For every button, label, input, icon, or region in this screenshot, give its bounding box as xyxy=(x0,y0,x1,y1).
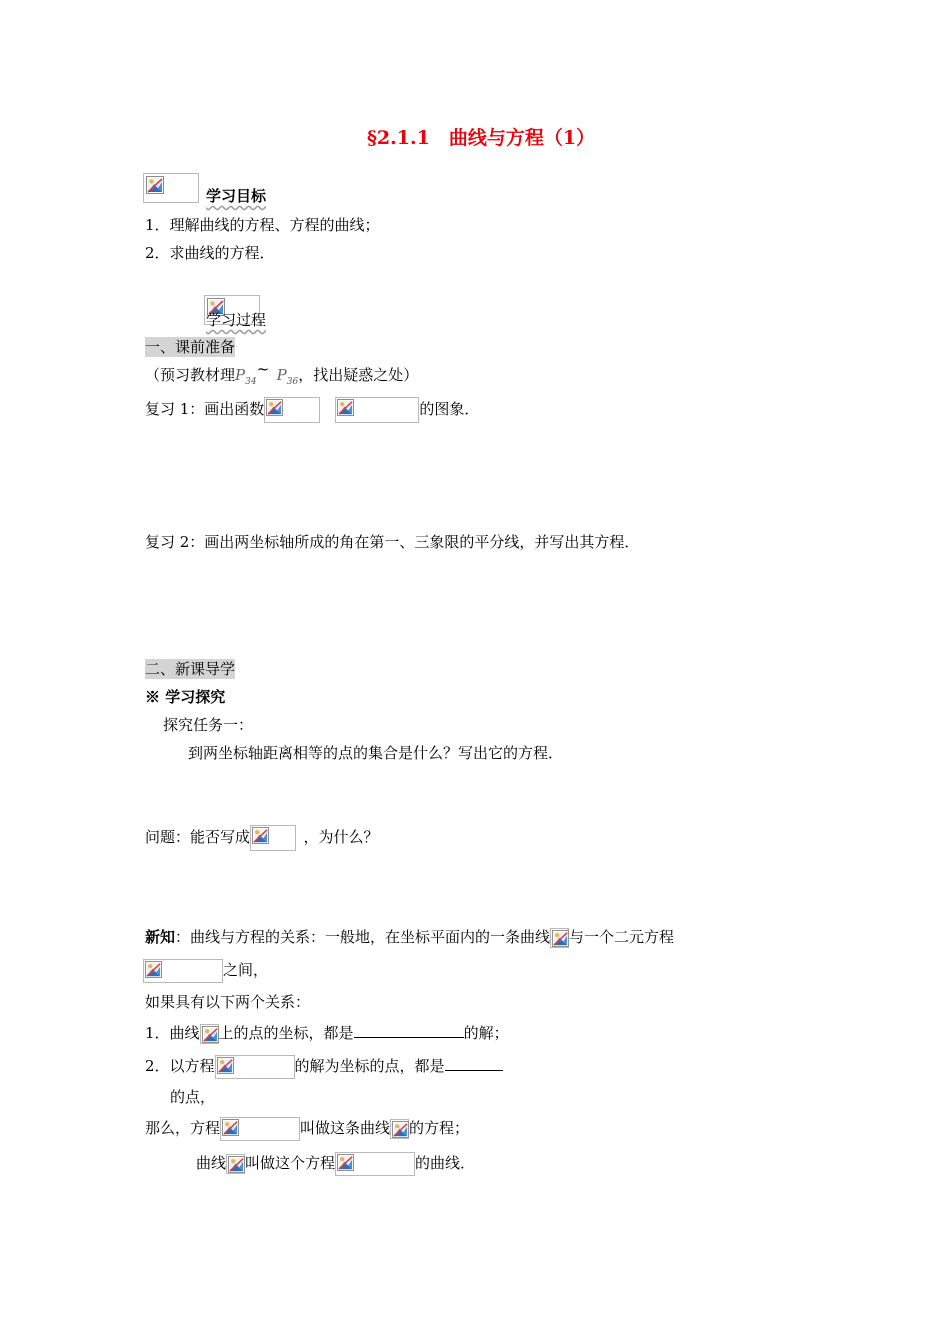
formula-image xyxy=(143,959,223,983)
condition-1: 1．曲线 上的点的坐标，都是 的解； xyxy=(145,1024,509,1042)
fill-blank[interactable] xyxy=(445,1056,503,1071)
formula-image xyxy=(335,1152,415,1176)
condition-intro: 如果具有以下两个关系： xyxy=(145,993,311,1011)
formula-image xyxy=(215,1055,295,1079)
condition-2: 2．以方程 的解为坐标的点，都是 xyxy=(145,1055,503,1079)
formula-image xyxy=(220,1117,300,1141)
goal-item-2: 2．求曲线的方程． xyxy=(145,244,275,262)
formula-image xyxy=(250,825,296,851)
formula-image xyxy=(226,1154,245,1174)
formula-image xyxy=(264,397,320,423)
review-2: 复习 2：画出两坐标轴所成的角在第一、三象限的平分线，并写出其方程． xyxy=(145,533,640,551)
newknow-line-1: 新知：曲线与方程的关系：一般地，在坐标平面内的一条曲线 与一个二元方程 xyxy=(145,928,675,946)
subsection-heading-newlesson: 二、新课导学 xyxy=(145,660,236,678)
broken-image-icon xyxy=(266,399,283,416)
broken-image-icon xyxy=(145,961,162,978)
review-1: 复习 1：画出函数 的图象． xyxy=(145,397,479,423)
conclusion-2: 曲线 叫做这个方程 的曲线． xyxy=(196,1152,475,1176)
broken-image-icon xyxy=(222,1119,239,1136)
preview-note: （预习教材理$P_{34}\sim$ $P_{36}$，找出疑惑之处） xyxy=(145,360,419,387)
broken-image-icon xyxy=(337,399,354,416)
task-label: 探究任务一： xyxy=(163,716,254,734)
broken-image-icon xyxy=(146,176,164,194)
broken-image-icon xyxy=(217,1057,234,1074)
section-banner-image xyxy=(143,173,199,203)
fill-blank[interactable] xyxy=(354,1023,464,1038)
broken-image-icon xyxy=(228,1156,245,1173)
formula-image xyxy=(550,928,569,948)
subsection-heading-prep: 一、课前准备 xyxy=(145,338,236,356)
broken-image-icon xyxy=(392,1121,409,1138)
formula-image xyxy=(390,1119,409,1139)
formula-image xyxy=(335,397,419,423)
broken-image-icon xyxy=(552,930,569,947)
page-title: §2.1.1 曲线与方程（1） xyxy=(367,127,596,149)
goal-item-1: 1．理解曲线的方程、方程的曲线； xyxy=(145,216,380,234)
broken-image-icon xyxy=(202,1026,219,1043)
broken-image-icon xyxy=(337,1154,354,1171)
question-line: 问题：能否写成 ，为什么？ xyxy=(145,825,379,851)
section-heading-goals: 学习目标 xyxy=(206,187,267,205)
conclusion-1: 那么，方程 叫做这条曲线 的方程； xyxy=(145,1117,469,1141)
formula-image xyxy=(200,1024,219,1044)
broken-image-icon xyxy=(252,827,269,844)
task-question: 到两坐标轴距离相等的点的集合是什么？写出它的方程． xyxy=(188,744,564,762)
condition-2-end: 的点， xyxy=(170,1088,216,1106)
section-heading-process: 学习过程 xyxy=(206,311,267,329)
newknow-line-2: 之间， xyxy=(143,959,268,983)
explore-heading: ※ 学习探究 xyxy=(145,688,226,706)
